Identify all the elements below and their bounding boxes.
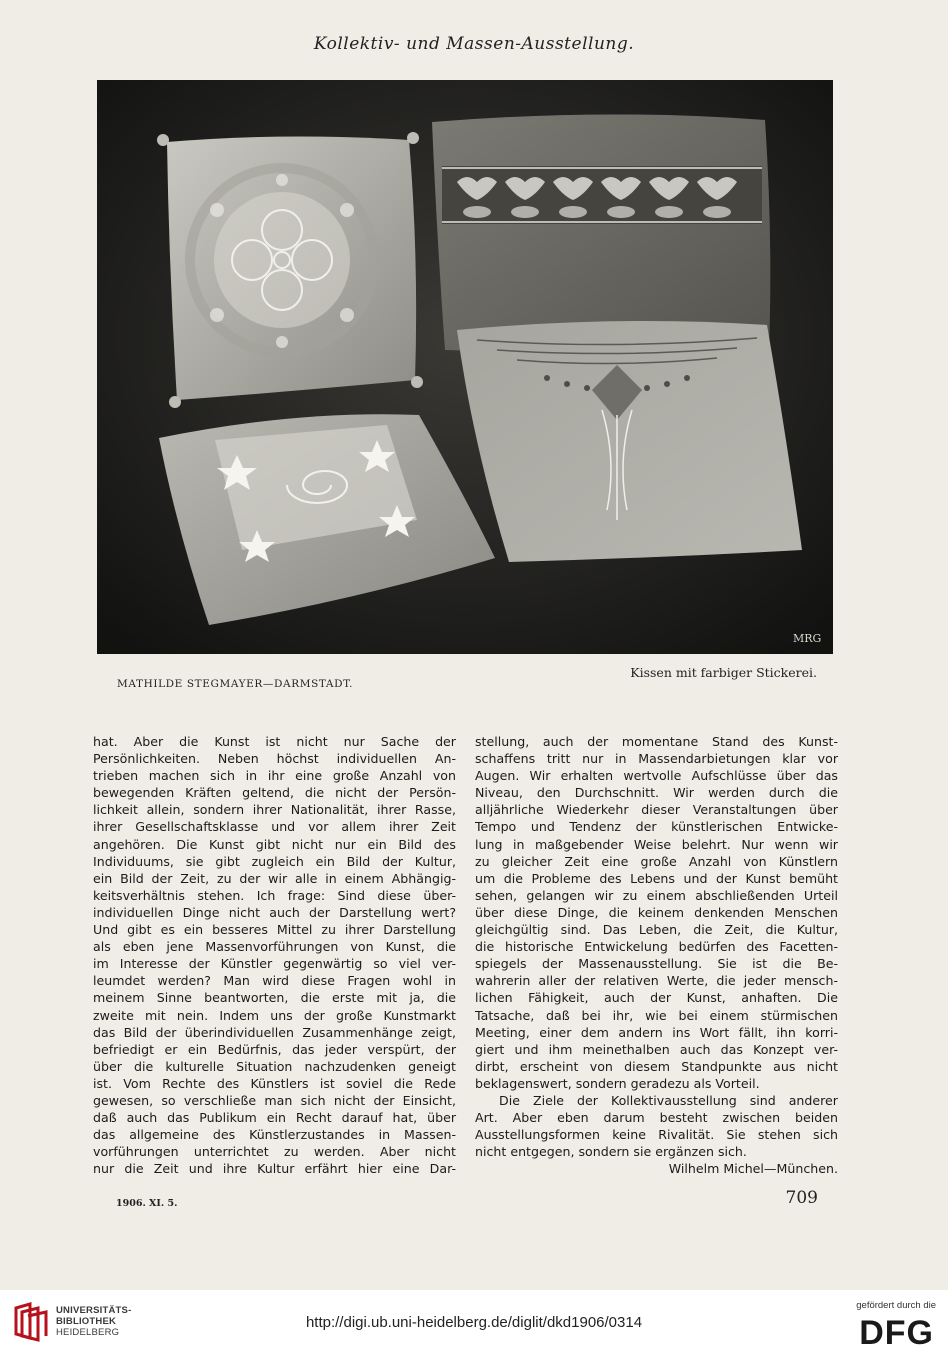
text-line: nur die Zeit und ihre Kultur erfährt hier eine Dar- (93, 1161, 456, 1177)
text-line: ein Bild der Zeit, zu der wir alle in einem Abhängig- (93, 870, 456, 886)
text-line: ist. Vom Rechte des Künstlers ist soviel die Rede (93, 1075, 456, 1091)
library-name-line: HEIDELBERG (56, 1327, 120, 1338)
text-line: stellung, auch der momentane Stand des Kunst- (475, 734, 838, 749)
text-line: beklagenswert, sondern geradezu als Vorteil. (475, 1075, 760, 1091)
text-line: Augen. Wir erhalten wertvolle Aufschlüsse über das (475, 768, 838, 784)
text-line: bewegenden Kräften geltend, die nicht der Persön- (93, 785, 456, 801)
text-line: hat. Aber die Kunst ist nicht nur Sache der (93, 734, 456, 749)
cushion-bottom-right (457, 321, 802, 562)
cushions-photograph (97, 80, 833, 654)
text-line: Meeting, einer dem andern ins Wort fällt, ihn korri- (475, 1024, 838, 1040)
paragraph (93, 733, 456, 1177)
cushions-illustration (97, 80, 833, 654)
text-line: lichen Fähigkeit, auch der Kunst, anhaften. Die (475, 990, 838, 1006)
text-line: Die Ziele der Kollektivausstellung sind anderer (499, 1092, 838, 1108)
photo-monogram: MRG (793, 632, 822, 645)
text-line: individuellen Dinge nicht auch der Darstellung wert? (93, 904, 456, 920)
text-line: das allgemeine des Künstlerzustandes in Massen- (93, 1127, 456, 1143)
text-line: wahrerin aller der relativen Werte, die jeder mensch- (475, 973, 838, 989)
text-line: schaffens tritt nur in Massendarbietungen klar vor (475, 751, 838, 767)
viewer-footer (0, 1290, 948, 1358)
text-line: als eben jene Massenvorführungen von Kunst, die (93, 939, 456, 955)
text-line: Niveau, den Durchschnitt. Wir werden durch die (475, 785, 838, 801)
text-line: meinem Sinne beantworten, die erste mit ja, die (93, 990, 456, 1006)
text-line: gleichgültig sind. Das Leben, die Zeit, die Kultur, (475, 922, 838, 938)
text-line: sehen, gelangen wir zu einem abschließenden Urteil (475, 887, 838, 903)
text-line: vorführungen unterrichtet zu werden. Aber nicht (93, 1144, 456, 1160)
text-line: Art. Aber eben darum besteht zwischen beiden (475, 1110, 838, 1126)
permalink-url[interactable]: http://digi.ub.uni-heidelberg.de/diglit/dkd1906/0314 (305, 1314, 643, 1331)
author-signature: Wilhelm Michel—München. (668, 1161, 838, 1177)
dfg-logo[interactable]: DFG (859, 1314, 934, 1352)
running-head: Kollektiv- und Massen-Ausstellung. (313, 34, 635, 54)
text-column-left (93, 733, 456, 1177)
figure-caption-title: Kissen mit farbiger Stickerei. (630, 665, 817, 680)
text-line: das Bild der überindividuellen Zusammenhänge zeigt, (93, 1024, 456, 1040)
text-line: die historische Entwickelung bedürfen des Facetten- (475, 939, 838, 955)
library-name-line: UNIVERSITÄTS- (56, 1305, 132, 1316)
page-number: 709 (785, 1188, 818, 1208)
funding-note: gefördert durch die (856, 1300, 936, 1311)
text-line: spiegels der Massenausstellung. Sie ist die Be- (475, 956, 838, 972)
text-line: Und gibt es ein besseres Mittel zu ihrer Darstellung (93, 922, 456, 938)
paragraph (475, 1092, 838, 1177)
figure-caption-artist: MATHILDE STEGMAYER—DARMSTADT. (117, 678, 354, 690)
text-line: alljährliche Wiederkehr dieser Veranstaltungen über (475, 802, 838, 818)
text-line: nicht entgegen, sondern sie ergänzen sich. (475, 1144, 747, 1160)
text-line: gewesen, so verschließe man sich nicht der Einsicht, (93, 1092, 456, 1108)
text-line: leumdet werden? Man wird diese Fragen wohl in (93, 973, 456, 989)
cushion-top-left (157, 132, 423, 408)
text-line: daß auch das Publikum ein Recht darauf hat, über (93, 1110, 456, 1126)
text-line: um die Probleme des Lebens und der Kunst bemüht (475, 870, 838, 886)
text-line: Tempo und Tendenz der künstlerischen Entwicke- (475, 819, 838, 835)
text-line: zu gleicher Zeit eine große Anzahl von Künstlern (475, 853, 838, 869)
text-line: Tatsache, daß bei ihr, wie bei einem stürmischen (475, 1007, 838, 1023)
text-line: zweite mit nein. Indem uns der große Kunstmarkt (93, 1007, 456, 1023)
text-line: lichkeit allein, sondern ihrer Nationalität, ihrer Rasse, (93, 802, 456, 818)
text-column-right (475, 733, 838, 1177)
text-line: Ausstellungsformen keine Rivalität. Sie stehen sich (475, 1127, 838, 1143)
text-line: dirbt, erscheint von diesem Standpunkte aus nicht (475, 1058, 838, 1074)
text-line: ihrer Gesellschaftsklasse und vor allem ihrer Zeit (93, 819, 456, 835)
text-line: im Interesse der Künstler gegenwärtig so viel ver- (93, 956, 456, 972)
text-line: lung in maßgebender Weise belehrt. Nur wenn wir (475, 836, 838, 852)
cushion-top-right (432, 114, 770, 352)
text-line: Individuums, sie gibt zugleich ein Bild der Kultur, (93, 853, 456, 869)
text-line: über die kulturelle Situation nachzudenken geneigt (93, 1058, 456, 1074)
text-line: über diese Dinge, die keinem denkenden Menschen (475, 904, 838, 920)
paragraph (475, 733, 838, 1092)
text-line: angehören. Die Kunst gibt nicht nur ein Bild des (93, 836, 456, 852)
text-line: befriedigt er ein Bedürfnis, das jeder verspürt, der (93, 1041, 456, 1057)
text-line: Persönlichkeiten. Neben höchst individuellen An- (93, 751, 456, 767)
text-line: giert und ihm meinethalben auch das Konzept ver- (475, 1041, 838, 1057)
text-line: keitsverhältnis stehen. Ich frage: Sind diese über- (93, 887, 456, 903)
library-name-line: BIBLIOTHEK (56, 1316, 117, 1327)
text-line: trieben machen sich in ihr eine große Anzahl von (93, 768, 456, 784)
issue-number: 1906. XI. 5. (116, 1198, 178, 1209)
